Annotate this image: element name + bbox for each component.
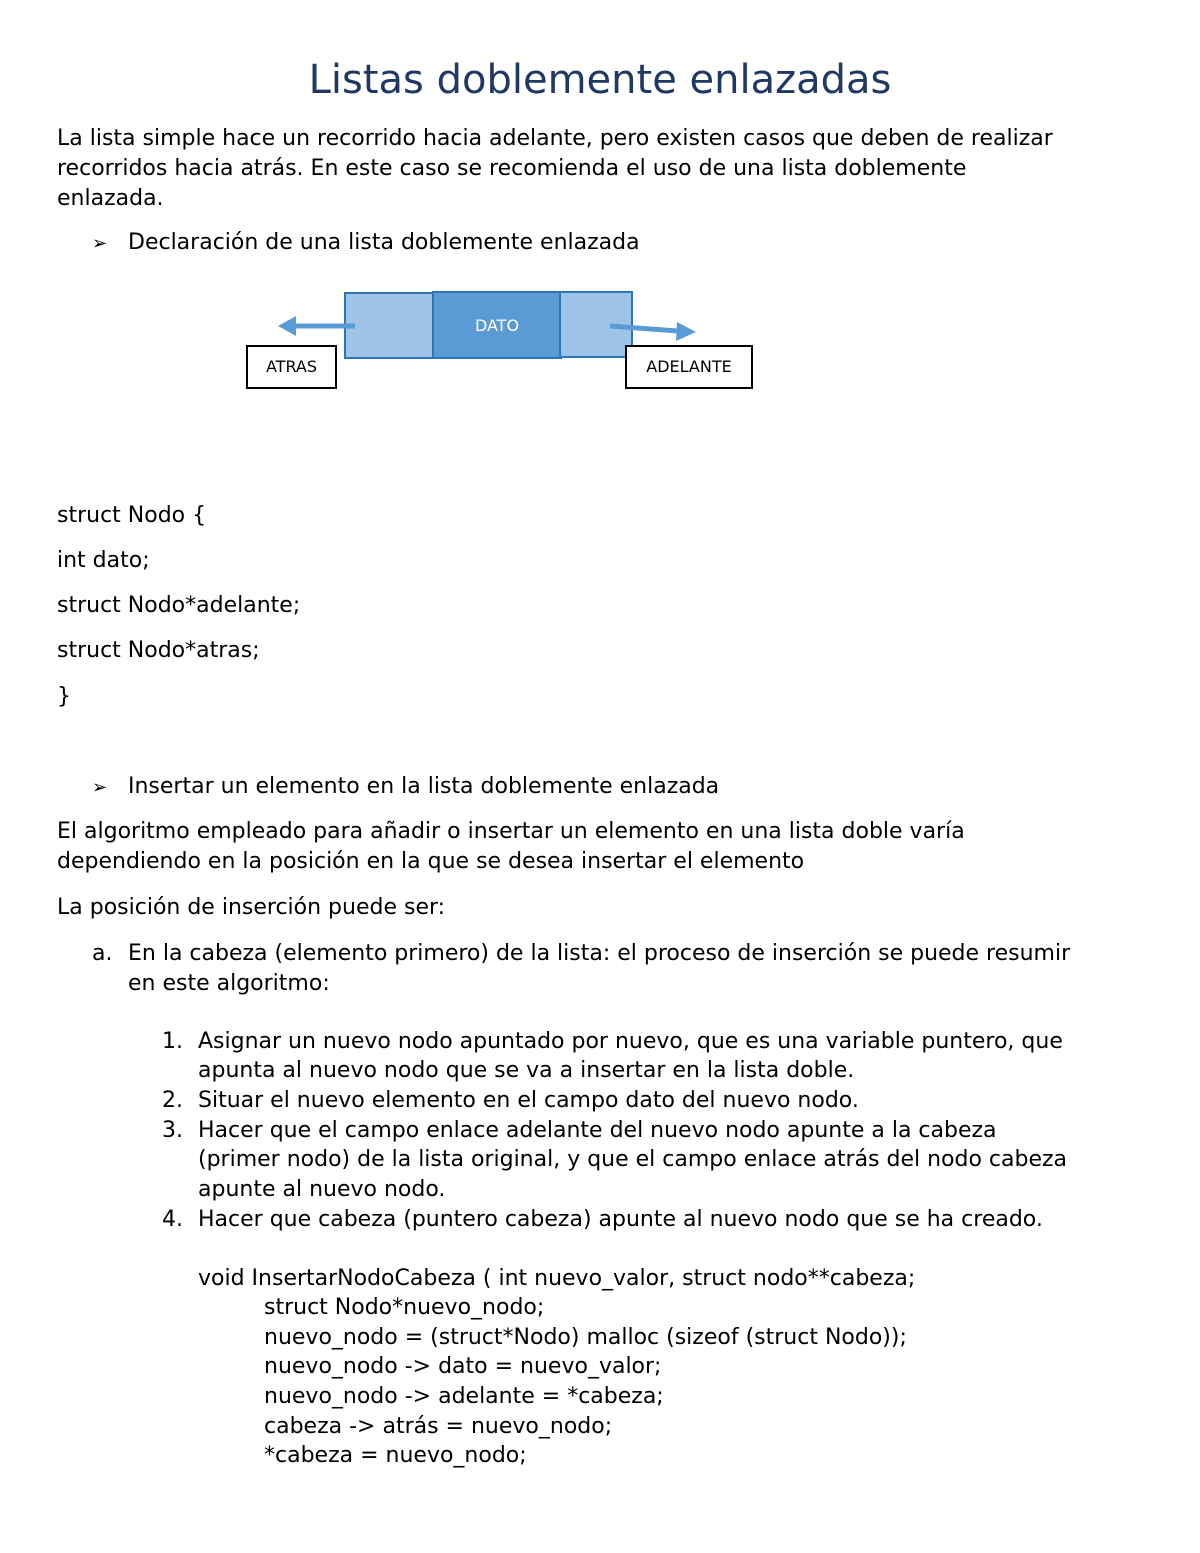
step-marker: 3. [162,1118,183,1143]
step-line: apunte al nuevo nodo. [198,1177,446,1202]
step-line: (primer nodo) de la lista original, y que el campo enlace atrás del nodo cabeza [198,1147,1068,1172]
node-prev-field [345,293,435,358]
struct-code-line: int dato; [57,548,150,573]
struct-code-line: struct Nodo*adelante; [57,593,301,618]
function-code-header: void InsertarNodoCabeza ( int nuevo_valor, struct nodo**cabeza; [198,1266,916,1291]
step-line: Hacer que el campo enlace adelante del nuevo nodo apunte a la cabeza [198,1118,997,1143]
intro-line: La lista simple hace un recorrido hacia adelante, pero existen casos que deben de realizar [57,126,1053,151]
struct-code-line: } [57,684,71,709]
struct-code-line: struct Nodo*atras; [57,638,260,663]
step-line: apunta al nuevo nodo que se va a insertar en la lista doble. [198,1058,855,1083]
item-a-line: en este algoritmo: [128,971,330,996]
bullet-insert: Insertar un elemento en la lista doblemente enlazada [128,774,720,799]
step-line: Asignar un nuevo nodo apuntado por nuevo, que es una variable puntero, que [198,1029,1063,1054]
step-marker: 1. [162,1029,183,1054]
function-code-line: struct Nodo*nuevo_nodo; [264,1295,545,1320]
doubly-linked-node-diagram [230,280,790,400]
step-marker: 4. [162,1207,183,1232]
arrow-bullet-icon: ➢ [92,777,108,798]
intro-line: recorridos hacia atrás. En este caso se recomienda el uso de una lista doblemente [57,156,967,181]
step-line: Hacer que cabeza (puntero cabeza) apunte al nuevo nodo que se ha creado. [198,1207,1043,1232]
function-code-line: nuevo_nodo = (struct*Nodo) malloc (sizeof (struct Nodo)); [264,1325,907,1350]
function-code-line: *cabeza = nuevo_nodo; [264,1443,527,1468]
arrow-bullet-icon: ➢ [92,233,108,254]
dato-label: DATO [474,316,520,335]
bullet-declaration: Declaración de una lista doblemente enlazada [128,230,640,255]
adelante-label: ADELANTE [646,357,732,376]
positions-intro: La posición de inserción puede ser: [57,895,446,920]
function-code-line: nuevo_nodo -> adelante = *cabeza; [264,1384,664,1409]
list-marker-a: a. [92,941,113,966]
back-arrowhead [278,316,296,336]
function-code-line: nuevo_nodo -> dato = nuevo_valor; [264,1354,662,1379]
item-a-line: En la cabeza (elemento primero) de la lista: el proceso de inserción se puede resumir [128,941,1071,966]
step-line: Situar el nuevo elemento en el campo dato del nuevo nodo. [198,1088,859,1113]
page-title: Listas doblemente enlazadas [308,57,892,103]
step-marker: 2. [162,1088,183,1113]
intro-line: enlazada. [57,186,164,211]
algo-intro-line: El algoritmo empleado para añadir o insertar un elemento en una lista doble varía [57,819,965,844]
algo-intro-line: dependiendo en la posición en la que se desea insertar el elemento [57,849,805,874]
function-code-line: cabeza -> atrás = nuevo_nodo; [264,1414,613,1439]
atras-label: ATRAS [265,357,318,376]
forward-arrowhead [676,322,696,341]
struct-code-line: struct Nodo { [57,503,207,528]
